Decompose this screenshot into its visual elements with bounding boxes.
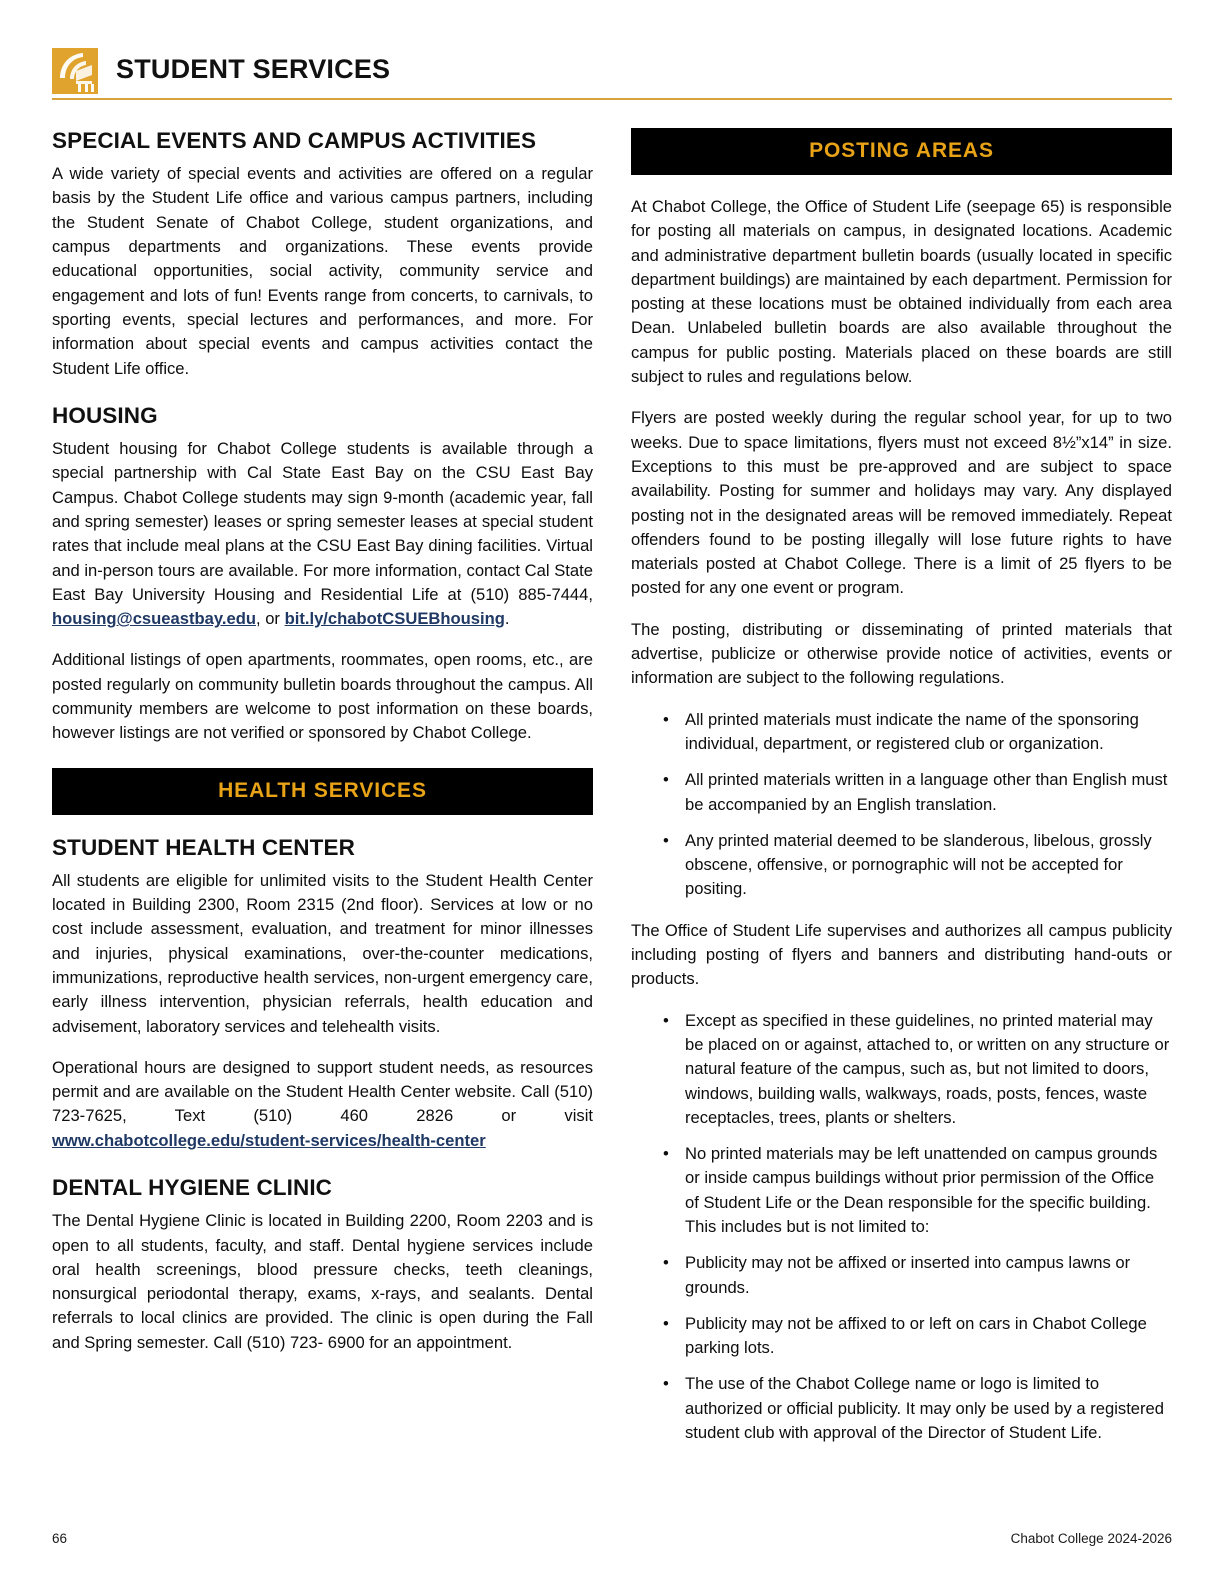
health-center-website-link[interactable]: www.chabotcollege.edu/student-services/health-center [52,1130,486,1150]
bullet-icon: • [663,830,669,850]
list-item-text: The use of the Chabot College name or logo is limited to authorized or official publicity. It may only be used by a registered student club with approval of the Director of Student Life. [685,1374,1165,1443]
list-item-text: No printed materials may be left unattended on campus grounds or inside campus buildings without prior permission of the Office of Student Life or the Dean responsible for the specific building. This includes but is not limited to: [685,1144,1158,1236]
heading-special-events: SPECIAL EVENTS AND CAMPUS ACTIVITIES [52,128,537,153]
housing-email-link[interactable]: housing@csueastbay.edu [52,609,256,629]
list-item-text: Any printed material deemed to be slanderous, libelous, grossly obscene, offensive, or pornographic will not be accepted for positing. [685,830,1152,899]
bullet-icon: • [663,709,669,729]
paragraph-health-center-2 [52,1056,593,1153]
bullet-icon: • [663,770,669,790]
banner-health-services: HEALTH SERVICES [52,768,593,815]
list-item-text: All printed materials written in a language other than English must be accompanied by an English translation. [685,770,1168,814]
paragraph-posting-3: The posting, distributing or disseminating of printed materials that advertise, publicize or otherwise provide notice of activities, events or information are subject to the following regulations. [631,619,1172,688]
list-item [663,1312,1172,1361]
page-masthead [52,48,1172,100]
heading-housing: HOUSING [52,402,158,428]
paragraph-dental-hygiene: The Dental Hygiene Clinic is located in Building 2200, Room 2203 and is open to all students, faculty, and staff. Dental hygiene services include oral health screenings, blood pressure checks, teeth cleanings, nonsurgical periodontal therapy, exams, x-rays, and sealants. Dental referrals to local clinics are provided. The clinic is open during the Fall and Spring semester. Call (510) 723- 6900 for an appointment. [52,1211,593,1352]
paragraph-housing-1 [52,437,593,631]
paragraph-health-center-1: All students are eligible for unlimited visits to the Student Health Center located in Building 2300, Room 2315 (2nd floor). Services at low or no cost include assessment, evaluation, and treatment for minor illnesses and injuries, physical examinations, over-the-counter medications, immunizations, reproductive health services, non-urgent emergency care, early illness intervention, physician referrals, health education and advisement, laboratory services and telehealth visits. [52,870,593,1036]
heading-student-health-center: STUDENT HEALTH CENTER [52,834,355,860]
list-item-text: Except as specified in these guidelines, no printed material may be placed on or against, attached to, or written on any structure or natural feature of the campus, such as, but not limited to doors, windows, building walls, walkways, roads, posts, fences, waste receptacles, trees, plants or shelters. [685,1010,1170,1127]
bullet-list-publicity [631,1009,1172,1446]
right-column [631,128,1172,1462]
paragraph-posting-2: Flyers are posted weekly during the regular school year, for up to two weeks. Due to space limitations, flyers must not exceed 8½”x14” in size. Exceptions to this must be pre-approved and are subject to space availability. Posting for summer and holidays may vary. Any displayed posting not in the designated areas will be removed immediately. Repeat offenders found to be posting illegally will lose future rights to have materials posted at Chabot College. There is a limit of 25 flyers to be posted for any one event or program. [631,408,1172,598]
list-item [663,1009,1172,1130]
list-item-text: All printed materials must indicate the name of the sponsoring individual, department, or registered club or organization. [685,709,1139,753]
list-item [663,768,1172,817]
left-column [52,128,593,1355]
housing-text-after-link: . [504,609,510,629]
chabot-college-arch-logo-icon [52,48,98,94]
paragraph-special-events: A wide variety of special events and activities are offered on a regular basis by the Student Life office and various campus partners, including the Student Senate of Chabot College, student organizations, and campus departments and organizations. These events provide educational opportunities, social activity, community service and engagement and lots of fun! Events range from concerts, to carnivals, to sporting events, special lectures and performances, and more. For information about special events and campus activities contact the Student Life office. [52,164,593,378]
housing-shorturl-link[interactable]: bit.ly/chabotCSUEBhousing [284,609,505,629]
list-item [663,1251,1172,1300]
list-item [663,829,1172,902]
bullet-icon: • [663,1313,669,1333]
list-item [663,708,1172,757]
paragraph-posting-1: At Chabot College, the Office of Student Life (seepage 65) is responsible for posting all materials on campus, in designated locations. Academic and administrative department bulletin boards (usually located in specific department buildings) are maintained by each department. Permission for posting at these locations must be obtained individually from each area Dean. Unlabeled bulletin boards are also available throughout the campus for public posting. Materials placed on these boards are still subject to rules and regulations below. [631,197,1172,387]
footer-page-number: 66 [52,1531,68,1546]
list-item [663,1372,1172,1445]
page-columns [52,128,1172,1462]
page-footer [52,1531,1172,1546]
bullet-list-regulations [631,708,1172,902]
list-item-text: Publicity may not be affixed or inserted into campus lawns or grounds. [685,1253,1131,1297]
paragraph-posting-4: The Office of Student Life supervises and authorizes all campus publicity including posting of flyers and banners and distributing hand-outs or products. [631,920,1172,989]
heading-dental-hygiene-clinic: DENTAL HYGIENE CLINIC [52,1175,333,1201]
bullet-icon: • [663,1374,669,1394]
bullet-icon: • [663,1253,669,1273]
housing-text-before-link: Student housing for Chabot College students is available through a special partnership with Cal State East Bay on the CSU East Bay Campus. Chabot College students may sign 9-month (academic year, fall and spring semester) leases or spring semester leases at special student rates that include meal plans at the CSU East Bay dining facilities. Virtual and in-person tours are available. For more information, contact Cal State East Bay University Housing and Residential Life at (510) 885-7444, [52,439,593,604]
list-item [663,1142,1172,1239]
footer-catalog-label: Chabot College 2024-2026 [1010,1531,1172,1546]
bullet-icon: • [663,1010,669,1030]
health-center-text-before-link: Operational hours are designed to support student needs, as resources permit and are available on the Student Health Center website. Call (510) 723-7625, Text (510) 460 2826 or visit [52,1057,593,1126]
banner-posting-areas: POSTING AREAS [631,128,1172,175]
page-title: STUDENT SERVICES [116,54,391,84]
bullet-icon: • [663,1144,669,1164]
housing-between-links: , or [255,609,285,629]
list-item-text: Publicity may not be affixed to or left on cars in Chabot College parking lots. [685,1313,1147,1358]
paragraph-housing-2: Additional listings of open apartments, roommates, open rooms, etc., are posted regularly on community bulletin boards throughout the campus. All community members are welcome to post information on these boards, however listings are not verified or sponsored by Chabot College. [52,650,593,743]
